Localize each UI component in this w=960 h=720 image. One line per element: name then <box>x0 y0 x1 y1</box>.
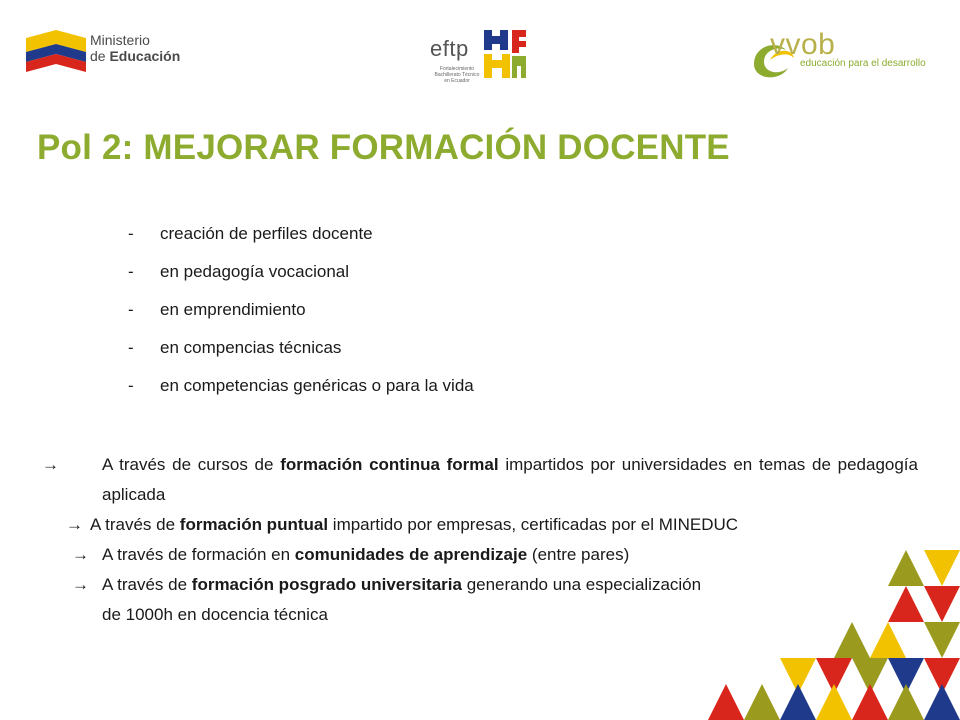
ministerio-line1: Ministerio <box>90 32 150 48</box>
eftp-blocks-icon <box>484 30 528 82</box>
list-item: → A través de formación en comunidades de aprendizaje (entre pares) <box>72 540 918 570</box>
list-item: - en emprendimiento <box>128 300 306 319</box>
eftp-name: eftp <box>430 36 469 61</box>
training-methods-list <box>42 450 918 630</box>
eftp-subtitle-3: en Ecuador <box>444 78 470 84</box>
vvob-tagline: educación para el desarrollo <box>800 58 926 69</box>
list-item: → A través de formación puntual impartido por empresas, certificadas por el MINEDUC <box>66 510 918 540</box>
header <box>0 0 960 110</box>
list-item: - en pedagogía vocacional <box>128 262 350 281</box>
ministerio-line2-bold: Educación <box>109 48 181 64</box>
arrow-right-icon: → <box>66 515 83 534</box>
eftp-logo <box>430 26 530 86</box>
arrow-right-icon: → <box>72 545 89 564</box>
list-item: → A través de formación posgrado universitaria generando una especialización de 1000h en docencia técnica <box>72 570 918 630</box>
eftp-subtitle-2: Bachillerato Técnico <box>434 72 480 78</box>
ministerio-line2-prefix: de <box>90 48 106 64</box>
focus-area-list <box>128 222 474 412</box>
list-item: - en compencias técnicas <box>128 338 342 357</box>
arrow-right-icon: → <box>42 455 59 474</box>
list-item: - creación de perfiles docente <box>128 224 373 243</box>
list-item: - en competencias genéricas o para la vida <box>128 376 474 395</box>
vvob-name: vvob <box>770 28 836 61</box>
arrow-right-icon: → <box>72 575 89 594</box>
vvob-logo <box>748 28 938 86</box>
ministerio-educacion-logo <box>26 24 196 80</box>
eftp-subtitle-1: Fortalecimiento <box>439 66 475 72</box>
ecuador-flag-icon <box>26 28 86 76</box>
slide-title: Pol 2: MEJORAR FORMACIÓN DOCENTE <box>37 128 730 167</box>
list-item: → A través de cursos de formación continua formal impartidos por universidades en temas de pedagogía aplicada <box>72 450 918 510</box>
list-item-continuation: de 1000h en docencia técnica <box>102 605 328 624</box>
